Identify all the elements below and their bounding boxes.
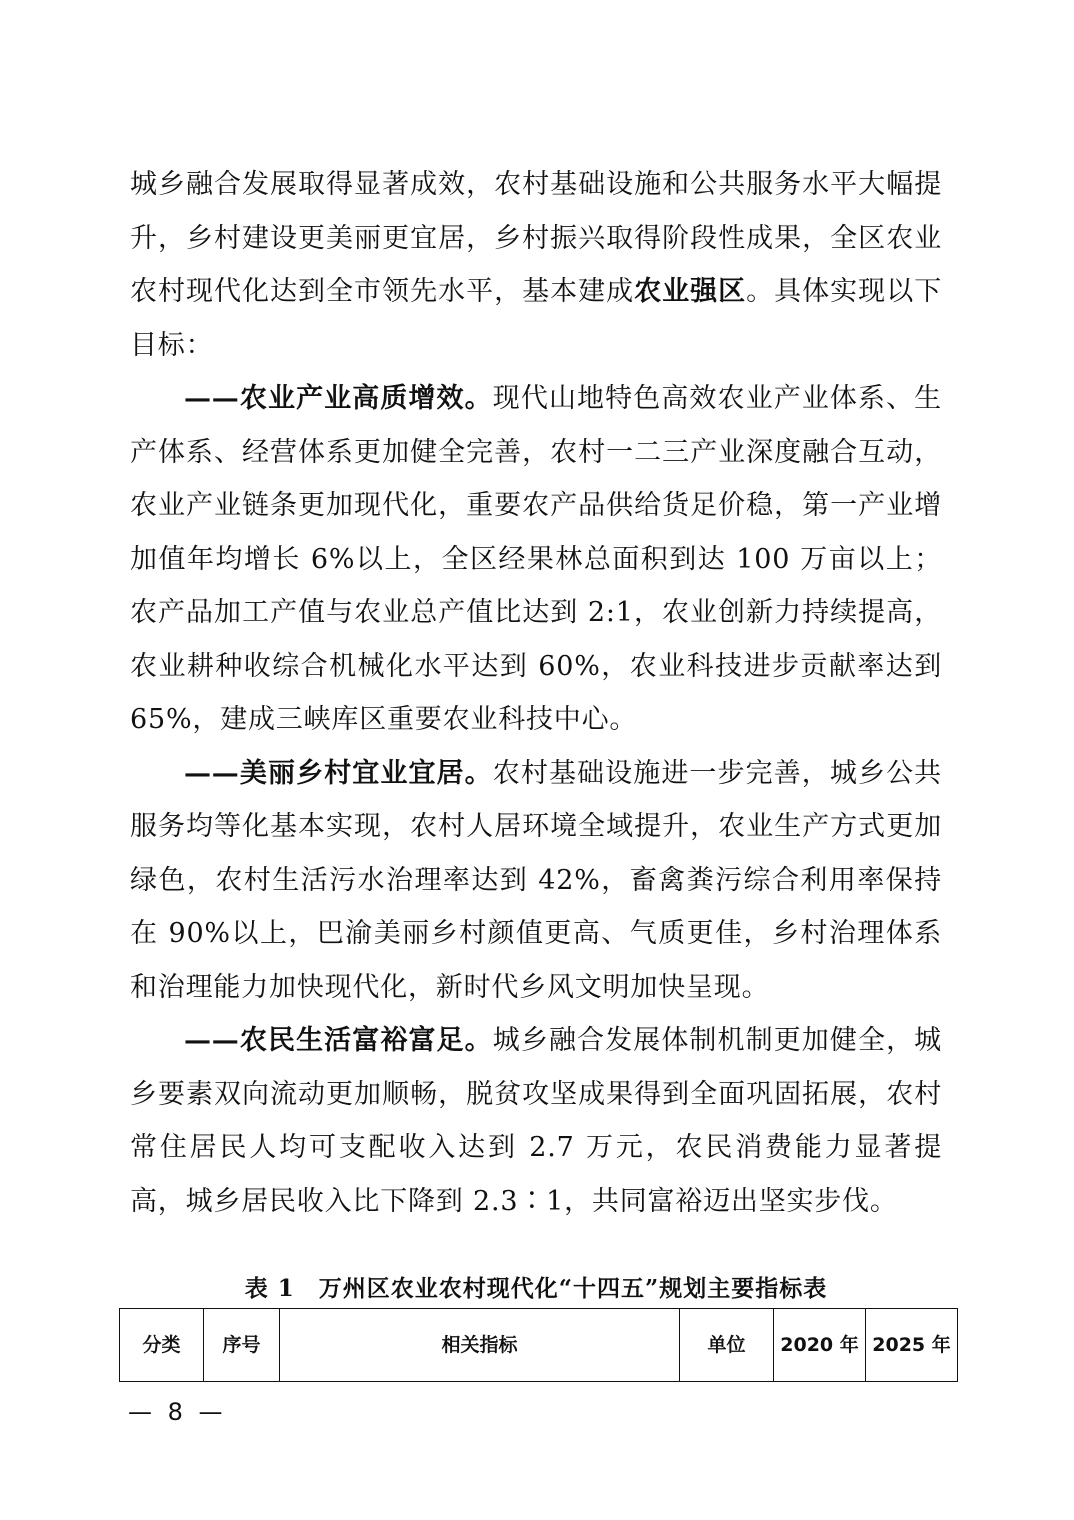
paragraph-farmer-prosperity	[130, 1014, 942, 1228]
paragraph-agri-industry	[130, 372, 942, 747]
paragraph-summary-post: 。具体实现以下目标：	[130, 276, 942, 361]
table-header-row	[120, 1309, 958, 1382]
table-caption: 表 1 万州区农业农村现代化“十四五”规划主要指标表	[244, 1275, 828, 1302]
goal-heading-agri-industry: ——农业产业高质增效。	[184, 383, 493, 414]
goal-text-agri-industry: 现代山地特色高效农业产业体系、生产体系、经营体系更加健全完善，农村一二三产业深度融合互动，农业产业链条更加现代化，重要农产品供给货足价稳，第一产业增加值年均增长 6%以上，全区经果林总面积到达 100 万亩以上；农产品加工产值与农业总产值比达到 2:1，农业创新力持续提高，农业耕种收综合机械化水平达到 60%，农业科技进步贡献率达到 65%，建成三峡库区重要农业科技中心。	[130, 383, 942, 735]
page-number: — 8 —	[128, 1398, 227, 1426]
header-unit: 单位	[680, 1309, 774, 1382]
goal-text-beautiful-village: 农村基础设施进一步完善，城乡公共服务均等化基本实现，农村人居环境全域提升，农业生产方式更加绿色，农村生活污水治理率达到 42%，畜禽粪污综合利用率保持在 90%以上，巴渝美丽乡村颜值更高、气质更佳，乡村治理体系和治理能力加快现代化，新时代乡风文明加快呈现。	[130, 757, 942, 1003]
emphasis-agri-strong-district: 农业强区	[634, 276, 747, 307]
body-text	[130, 158, 942, 1228]
paragraph-beautiful-village	[130, 747, 942, 1015]
header-category: 分类	[120, 1309, 204, 1382]
goal-heading-farmer-prosperity: ——农民生活富裕富足。	[184, 1025, 493, 1056]
header-year-2020: 2020 年	[774, 1309, 866, 1382]
paragraph-summary	[130, 158, 942, 372]
goal-text-farmer-prosperity: 城乡融合发展体制机制更加健全，城乡要素双向流动更加顺畅，脱贫攻坚成果得到全面巩固拓展，农村常住居民人均可支配收入达到 2.7 万元，农民消费能力显著提高，城乡居民收入比下降到 2.3∶1，共同富裕迈出坚实步伐。	[130, 1025, 942, 1217]
goal-heading-beautiful-village: ——美丽乡村宜业宜居。	[184, 757, 493, 789]
indicator-table	[119, 1308, 958, 1382]
paragraph-summary-pre: 城乡融合发展取得显著成效，农村基础设施和公共服务水平大幅提升，乡村建设更美丽更宜居，乡村振兴取得阶段性成果，全区农业农村现代化达到全市领先水平，基本建成	[130, 169, 942, 307]
header-year-2025: 2025 年	[866, 1309, 958, 1382]
header-seq: 序号	[204, 1309, 280, 1382]
header-indicator: 相关指标	[280, 1309, 680, 1382]
